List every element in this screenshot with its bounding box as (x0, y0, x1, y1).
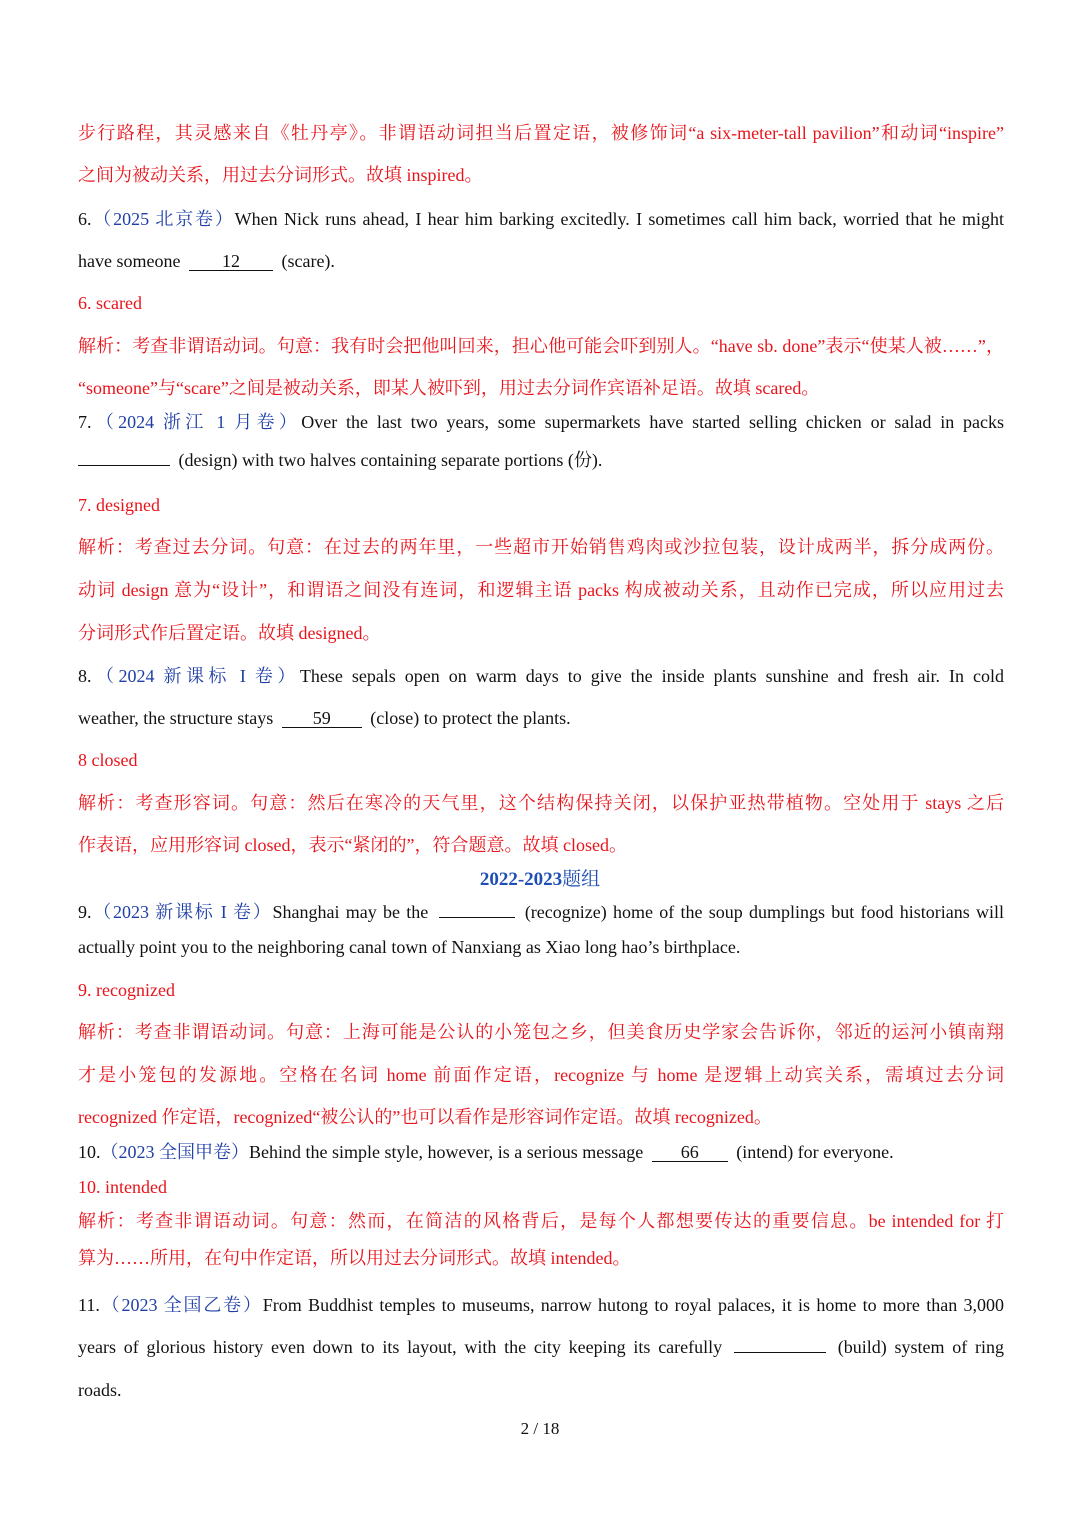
question-6-line2 (78, 249, 335, 273)
question-text: weather, the structure stays (78, 708, 274, 728)
question-9 (78, 900, 1004, 924)
question-text: (close) to protect the plants. (370, 708, 571, 728)
question-source: （2023 新课标 I 卷） (91, 902, 273, 922)
question-number: 11. (78, 1295, 100, 1315)
explanation-7-line3: 分词形式作后置定语。故填 designed。 (78, 623, 381, 643)
question-text: These sepals open on warm days to give the inside plants sunshine and fresh air. In cold (299, 666, 1004, 686)
explanation-9: 解析：考查非谓语动词。句意：上海可能是公认的小笼包之乡，但美食历史学家会告诉你，邻近的运河小镇南翔 (78, 1022, 1004, 1042)
answer-blank: 12 (189, 252, 273, 271)
explanation-7: 解析：考查过去分词。句意：在过去的两年里，一些超市开始销售鸡肉或沙拉包装，设计成两半，拆分成两份。 (78, 537, 1004, 557)
question-10 (78, 1140, 894, 1164)
explanation-10-line2: 算为……所用，在句中作定语，所以用过去分词形式。故填 intended。 (78, 1248, 631, 1268)
question-number: 7. (78, 412, 92, 432)
question-text: years of glorious history even down to its layout, with the city keeping its carefully (78, 1337, 723, 1357)
group-label: 题组 (562, 869, 601, 890)
answer-9: 9. recognized (78, 980, 175, 1000)
group-years: 2022-2023 (479, 869, 563, 890)
explanation-6: 解析：考查非谓语动词。句意：我有时会把他叫回来，担心他可能会吓到别人。“have sb. done”表示“使某人被……”， (78, 336, 1004, 356)
question-text: Shanghai may be the (272, 902, 429, 922)
question-7-line2 (78, 448, 602, 472)
explanation-line: 步行路程，其灵感来自《牡丹亭》。非谓语动词担当后置定语，被修饰词“a six-meter-tall pavilion”和动词“inspire” (78, 123, 1004, 143)
question-11 (78, 1293, 1004, 1317)
question-text: (design) with two halves containing separate portions (份). (178, 450, 603, 470)
question-text: have someone (78, 251, 181, 271)
explanation-8-line2: 作表语，应用形容词 closed，表示“紧闭的”，符合题意。故填 closed。 (78, 835, 627, 855)
question-text: When Nick runs ahead, I hear him barking excitedly. I sometimes call him back, worried that he might (234, 209, 1004, 229)
question-11-line2 (78, 1335, 1004, 1359)
question-8 (78, 664, 1004, 688)
explanation-7-line2: 动词 design 意为“设计”，和谓语之间没有连词，和逻辑主语 packs 构成被动关系，且动作已完成，所以应用过去 (78, 580, 1004, 600)
question-source: （2024 浙江 1 月卷） (91, 412, 302, 432)
question-source: （2023 全国乙卷） (99, 1295, 263, 1315)
question-7 (78, 410, 1004, 434)
explanation-9-line3: recognized 作定语，recognized“被公认的”也可以看作是形容词作定语。故填 recognized。 (78, 1107, 772, 1127)
question-11-line3: roads. (78, 1380, 122, 1400)
answer-blank (78, 465, 170, 466)
answer-8: 8 closed (78, 750, 138, 770)
explanation-8: 解析：考查形容词。句意：然后在寒冷的天气里，这个结构保持关闭，以保护亚热带植物。空处用于 stays 之后 (78, 793, 1004, 813)
question-number: 8. (78, 666, 92, 686)
group-heading (0, 868, 1080, 892)
question-source: （2025 北京卷） (91, 209, 235, 229)
question-8-line2 (78, 706, 571, 730)
question-source: （2024 新课标 I 卷） (91, 666, 300, 686)
question-number: 9. (78, 902, 92, 922)
question-text: (build) system of ring (837, 1337, 1005, 1357)
explanation-10: 解析：考查非谓语动词。句意：然而，在简洁的风格背后，是每个人都想要传达的重要信息。be intended for 打 (78, 1211, 1004, 1231)
question-number: 6. (78, 209, 92, 229)
explanation-6-line2: “someone”与“scare”之间是被动关系，即某人被吓到，用过去分词作宾语补足语。故填 scared。 (78, 378, 820, 398)
answer-blank: 59 (282, 709, 362, 728)
question-6 (78, 207, 1004, 231)
question-text: Behind the simple style, however, is a serious message (249, 1142, 644, 1162)
question-text: (scare). (281, 251, 335, 271)
explanation-9-line2: 才是小笼包的发源地。空格在名词 home 前面作定语，recognize 与 home 是逻辑上动宾关系，需填过去分词 (78, 1065, 1004, 1085)
answer-7: 7. designed (78, 495, 160, 515)
answer-10: 10. intended (78, 1177, 167, 1197)
question-source: （2023 全国甲卷） (100, 1142, 249, 1162)
question-text: From Buddhist temples to museums, narrow hutong to royal palaces, it is home to more than 3,000 (262, 1295, 1005, 1315)
answer-blank: 66 (652, 1143, 728, 1162)
answer-blank (734, 1352, 826, 1353)
question-text: Over the last two years, some supermarkets have started selling chicken or salad in packs (301, 412, 1005, 432)
question-9-line2: actually point you to the neighboring canal town of Nanxiang as Xiao long hao’s birthplace. (78, 937, 741, 957)
answer-6: 6. scared (78, 293, 142, 313)
question-number: 10. (78, 1142, 101, 1162)
question-text: (intend) for everyone. (736, 1142, 894, 1162)
question-text: (recognize) home of the soup dumplings but food historians will (524, 902, 1005, 922)
explanation-line: 之间为被动关系，用过去分词形式。故填 inspired。 (78, 165, 483, 185)
answer-blank (439, 917, 515, 918)
page-number: 2 / 18 (520, 1419, 560, 1438)
